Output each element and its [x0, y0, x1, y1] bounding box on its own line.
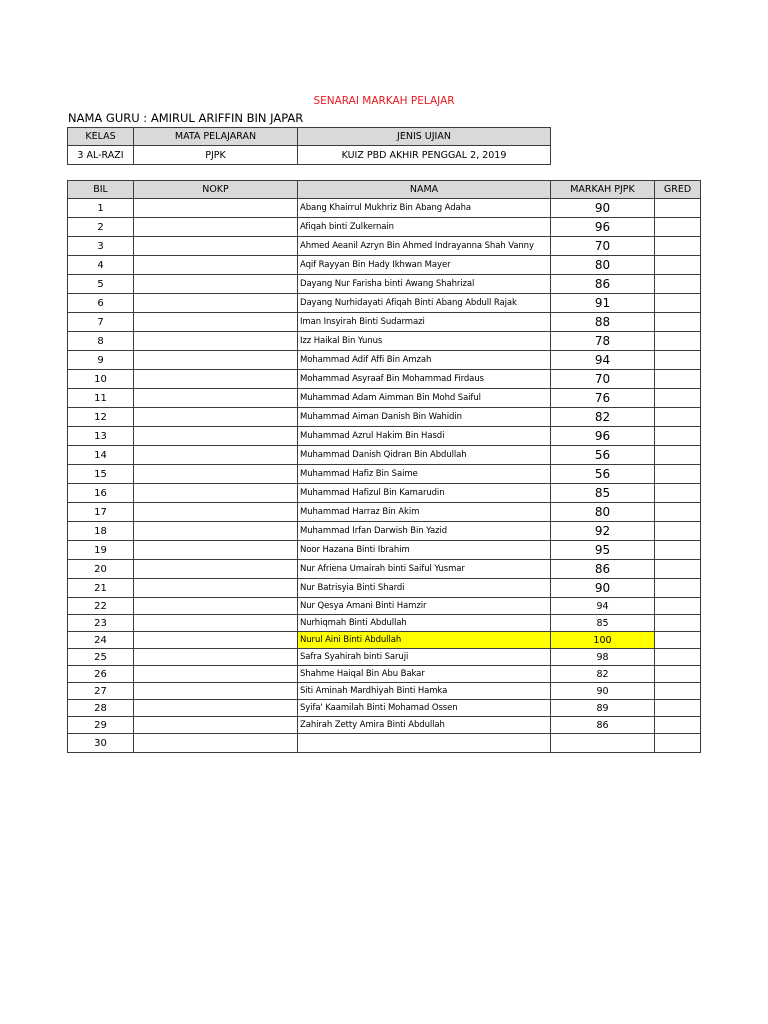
cell-markah[interactable]: 86 [551, 717, 655, 734]
cell-markah[interactable] [551, 734, 655, 753]
cell-nama[interactable]: Muhammad Irfan Darwish Bin Yazid [298, 522, 551, 541]
cell-nama[interactable]: Zahirah Zetty Amira Binti Abdullah [298, 717, 551, 734]
cell-gred[interactable] [655, 427, 701, 446]
cell-bil[interactable]: 23 [68, 615, 134, 632]
table-row [68, 351, 701, 370]
table-row [68, 199, 701, 218]
cell-markah[interactable]: 78 [551, 332, 655, 351]
table-row [68, 717, 701, 734]
header-nokp: NOKP [134, 181, 298, 199]
cell-nokp[interactable] [134, 503, 298, 522]
cell-gred[interactable] [655, 683, 701, 700]
cell-bil[interactable]: 27 [68, 683, 134, 700]
table-row [68, 370, 701, 389]
cell-markah[interactable]: 80 [551, 503, 655, 522]
cell-nama[interactable]: Dayang Nurhidayati Afiqah Binti Abang Abdull Rajak [298, 294, 551, 313]
cell-gred[interactable] [655, 256, 701, 275]
table-row [68, 683, 701, 700]
table-row [68, 560, 701, 579]
value-kelas[interactable]: 3 AL-RAZI [68, 146, 134, 165]
cell-markah[interactable]: 100 [551, 632, 655, 649]
cell-gred[interactable] [655, 313, 701, 332]
cell-nama[interactable]: Muhammad Danish Qidran Bin Abdullah [298, 446, 551, 465]
cell-gred[interactable] [655, 666, 701, 683]
table-row [68, 332, 701, 351]
cell-nokp[interactable] [134, 632, 298, 649]
cell-markah[interactable]: 94 [551, 351, 655, 370]
cell-gred[interactable] [655, 465, 701, 484]
cell-gred[interactable] [655, 503, 701, 522]
cell-gred[interactable] [655, 700, 701, 717]
cell-nokp[interactable] [134, 389, 298, 408]
cell-nama[interactable]: Muhammad Harraz Bin Akim [298, 503, 551, 522]
cell-markah[interactable]: 56 [551, 465, 655, 484]
cell-nokp[interactable] [134, 332, 298, 351]
cell-nama[interactable]: Syifa' Kaamilah Binti Mohamad Ossen [298, 700, 551, 717]
cell-nokp[interactable] [134, 446, 298, 465]
cell-nokp[interactable] [134, 560, 298, 579]
cell-nama[interactable]: Aqif Rayyan Bin Hady Ikhwan Mayer [298, 256, 551, 275]
cell-nama[interactable]: Muhammad Azrul Hakim Bin Hasdi [298, 427, 551, 446]
cell-nokp[interactable] [134, 615, 298, 632]
cell-nokp[interactable] [134, 256, 298, 275]
table-row [68, 700, 701, 717]
cell-gred[interactable] [655, 717, 701, 734]
cell-gred[interactable] [655, 332, 701, 351]
cell-gred[interactable] [655, 522, 701, 541]
cell-nokp[interactable] [134, 408, 298, 427]
cell-nokp[interactable] [134, 218, 298, 237]
cell-markah[interactable]: 94 [551, 598, 655, 615]
table-row [68, 256, 701, 275]
cell-markah[interactable]: 91 [551, 294, 655, 313]
cell-markah[interactable]: 98 [551, 649, 655, 666]
class-info-table [67, 127, 551, 165]
cell-bil[interactable]: 22 [68, 598, 134, 615]
cell-bil[interactable]: 12 [68, 408, 134, 427]
cell-nama[interactable]: Afiqah binti Zulkernain [298, 218, 551, 237]
cell-gred[interactable] [655, 446, 701, 465]
cell-nokp[interactable] [134, 579, 298, 598]
header-nama: NAMA [298, 181, 551, 199]
header-markah-pjpk: MARKAH PJPK [551, 181, 655, 199]
cell-gred[interactable] [655, 218, 701, 237]
cell-nama[interactable]: Abang Khairrul Mukhriz Bin Abang Adaha [298, 199, 551, 218]
cell-nokp[interactable] [134, 683, 298, 700]
cell-nama[interactable]: Nur Qesya Amani Binti Hamzir [298, 598, 551, 615]
table-row [68, 275, 701, 294]
cell-bil[interactable]: 11 [68, 389, 134, 408]
header-mata-pelajaran: MATA PELAJARAN [134, 128, 298, 146]
cell-markah[interactable]: 96 [551, 427, 655, 446]
cell-markah[interactable]: 89 [551, 700, 655, 717]
table-row [68, 313, 701, 332]
table-row [68, 389, 701, 408]
table-row [68, 427, 701, 446]
marks-table [67, 180, 701, 753]
cell-gred[interactable] [655, 579, 701, 598]
cell-nokp[interactable] [134, 717, 298, 734]
cell-gred[interactable] [655, 560, 701, 579]
header-jenis-ujian: JENIS UJIAN [298, 128, 551, 146]
table-row [68, 218, 701, 237]
cell-nama[interactable]: Dayang Nur Farisha binti Awang Shahrizal [298, 275, 551, 294]
cell-bil[interactable]: 6 [68, 294, 134, 313]
cell-bil[interactable]: 25 [68, 649, 134, 666]
cell-gred[interactable] [655, 598, 701, 615]
cell-markah[interactable]: 90 [551, 199, 655, 218]
cell-bil[interactable]: 17 [68, 503, 134, 522]
cell-bil[interactable]: 10 [68, 370, 134, 389]
cell-bil[interactable]: 9 [68, 351, 134, 370]
cell-bil[interactable]: 19 [68, 541, 134, 560]
cell-nokp[interactable] [134, 237, 298, 256]
table-row [68, 579, 701, 598]
cell-nama[interactable]: Nur Batrisyia Binti Shardi [298, 579, 551, 598]
class-info-header-row [68, 128, 551, 146]
cell-gred[interactable] [655, 649, 701, 666]
header-kelas: KELAS [68, 128, 134, 146]
table-row [68, 541, 701, 560]
cell-gred[interactable] [655, 237, 701, 256]
cell-nama[interactable]: Shahme Haiqal Bin Abu Bakar [298, 666, 551, 683]
cell-markah[interactable]: 90 [551, 683, 655, 700]
cell-bil[interactable]: 15 [68, 465, 134, 484]
cell-markah[interactable]: 80 [551, 256, 655, 275]
table-row [68, 632, 701, 649]
cell-nokp[interactable] [134, 700, 298, 717]
table-row [68, 649, 701, 666]
cell-markah[interactable]: 86 [551, 560, 655, 579]
cell-markah[interactable]: 95 [551, 541, 655, 560]
class-info-value-row [68, 146, 551, 165]
teacher-name: NAMA GURU : AMIRUL ARIFFIN BIN JAPAR [68, 111, 304, 125]
cell-bil[interactable]: 7 [68, 313, 134, 332]
cell-markah[interactable]: 85 [551, 615, 655, 632]
cell-markah[interactable]: 70 [551, 370, 655, 389]
cell-nama[interactable]: Noor Hazana Binti Ibrahim [298, 541, 551, 560]
cell-nokp[interactable] [134, 541, 298, 560]
cell-markah[interactable]: 92 [551, 522, 655, 541]
cell-nokp[interactable] [134, 294, 298, 313]
cell-bil[interactable]: 28 [68, 700, 134, 717]
cell-gred[interactable] [655, 734, 701, 753]
table-row [68, 615, 701, 632]
cell-nama[interactable]: Nurhiqmah Binti Abdullah [298, 615, 551, 632]
cell-nama[interactable]: Iman Insyirah Binti Sudarmazi [298, 313, 551, 332]
cell-nama[interactable]: Safra Syahirah binti Saruji [298, 649, 551, 666]
cell-bil[interactable]: 18 [68, 522, 134, 541]
page-title: SENARAI MARKAH PELAJAR [313, 95, 455, 107]
cell-bil[interactable]: 4 [68, 256, 134, 275]
table-row [68, 598, 701, 615]
cell-markah[interactable]: 76 [551, 389, 655, 408]
cell-nama[interactable]: Mohammad Adif Affi Bin Amzah [298, 351, 551, 370]
cell-bil[interactable]: 13 [68, 427, 134, 446]
cell-bil[interactable]: 5 [68, 275, 134, 294]
cell-nokp[interactable] [134, 465, 298, 484]
cell-nama[interactable]: Nurul Aini Binti Abdullah [298, 632, 551, 649]
header-bil: BIL [68, 181, 134, 199]
cell-bil[interactable]: 2 [68, 218, 134, 237]
table-row [68, 484, 701, 503]
table-row [68, 522, 701, 541]
cell-bil[interactable]: 24 [68, 632, 134, 649]
cell-nama[interactable]: Muhammad Adam Aimman Bin Mohd Saiful [298, 389, 551, 408]
cell-markah[interactable]: 88 [551, 313, 655, 332]
cell-bil[interactable]: 30 [68, 734, 134, 753]
cell-nama[interactable]: Izz Haikal Bin Yunus [298, 332, 551, 351]
cell-nokp[interactable] [134, 199, 298, 218]
cell-nokp[interactable] [134, 351, 298, 370]
table-row [68, 503, 701, 522]
cell-gred[interactable] [655, 275, 701, 294]
table-row [68, 294, 701, 313]
cell-bil[interactable]: 14 [68, 446, 134, 465]
cell-markah[interactable]: 96 [551, 218, 655, 237]
cell-nokp[interactable] [134, 522, 298, 541]
cell-bil[interactable]: 21 [68, 579, 134, 598]
cell-nama[interactable]: Ahmed Aeanil Azryn Bin Ahmed Indrayanna Shah Vanny [298, 237, 551, 256]
cell-gred[interactable] [655, 484, 701, 503]
cell-nokp[interactable] [134, 370, 298, 389]
cell-gred[interactable] [655, 541, 701, 560]
cell-nokp[interactable] [134, 734, 298, 753]
cell-nama[interactable]: Mohammad Asyraaf Bin Mohammad Firdaus [298, 370, 551, 389]
cell-nokp[interactable] [134, 427, 298, 446]
cell-markah[interactable]: 90 [551, 579, 655, 598]
table-row [68, 446, 701, 465]
cell-bil[interactable]: 29 [68, 717, 134, 734]
cell-nokp[interactable] [134, 598, 298, 615]
cell-bil[interactable]: 1 [68, 199, 134, 218]
cell-bil[interactable]: 16 [68, 484, 134, 503]
cell-nokp[interactable] [134, 313, 298, 332]
cell-gred[interactable] [655, 615, 701, 632]
table-row [68, 237, 701, 256]
cell-bil[interactable]: 3 [68, 237, 134, 256]
value-mata-pelajaran[interactable]: PJPK [134, 146, 298, 165]
cell-markah[interactable]: 56 [551, 446, 655, 465]
cell-nama[interactable]: Muhammad Hafiz Bin Saime [298, 465, 551, 484]
cell-bil[interactable]: 26 [68, 666, 134, 683]
cell-gred[interactable] [655, 632, 701, 649]
cell-gred[interactable] [655, 389, 701, 408]
cell-nama[interactable]: Nur Afriena Umairah binti Saiful Yusmar [298, 560, 551, 579]
table-row [68, 408, 701, 427]
table-row [68, 666, 701, 683]
table-row [68, 465, 701, 484]
cell-markah[interactable]: 82 [551, 408, 655, 427]
cell-nama[interactable]: Siti Aminah Mardhiyah Binti Hamka [298, 683, 551, 700]
cell-markah[interactable]: 86 [551, 275, 655, 294]
cell-nokp[interactable] [134, 484, 298, 503]
value-jenis-ujian[interactable]: KUIZ PBD AKHIR PENGGAL 2, 2019 [298, 146, 551, 165]
cell-bil[interactable]: 20 [68, 560, 134, 579]
header-gred: GRED [655, 181, 701, 199]
cell-nokp[interactable] [134, 649, 298, 666]
cell-gred[interactable] [655, 351, 701, 370]
cell-nokp[interactable] [134, 666, 298, 683]
cell-nama[interactable] [298, 734, 551, 753]
cell-nama[interactable]: Muhammad Aiman Danish Bin Wahidin [298, 408, 551, 427]
marks-header-row [68, 181, 701, 199]
cell-gred[interactable] [655, 199, 701, 218]
table-row [68, 734, 701, 753]
cell-gred[interactable] [655, 370, 701, 389]
cell-nama[interactable]: Muhammad Hafizul Bin Kamarudin [298, 484, 551, 503]
cell-markah[interactable]: 82 [551, 666, 655, 683]
cell-bil[interactable]: 8 [68, 332, 134, 351]
cell-markah[interactable]: 70 [551, 237, 655, 256]
cell-markah[interactable]: 85 [551, 484, 655, 503]
cell-nokp[interactable] [134, 275, 298, 294]
cell-gred[interactable] [655, 408, 701, 427]
cell-gred[interactable] [655, 294, 701, 313]
